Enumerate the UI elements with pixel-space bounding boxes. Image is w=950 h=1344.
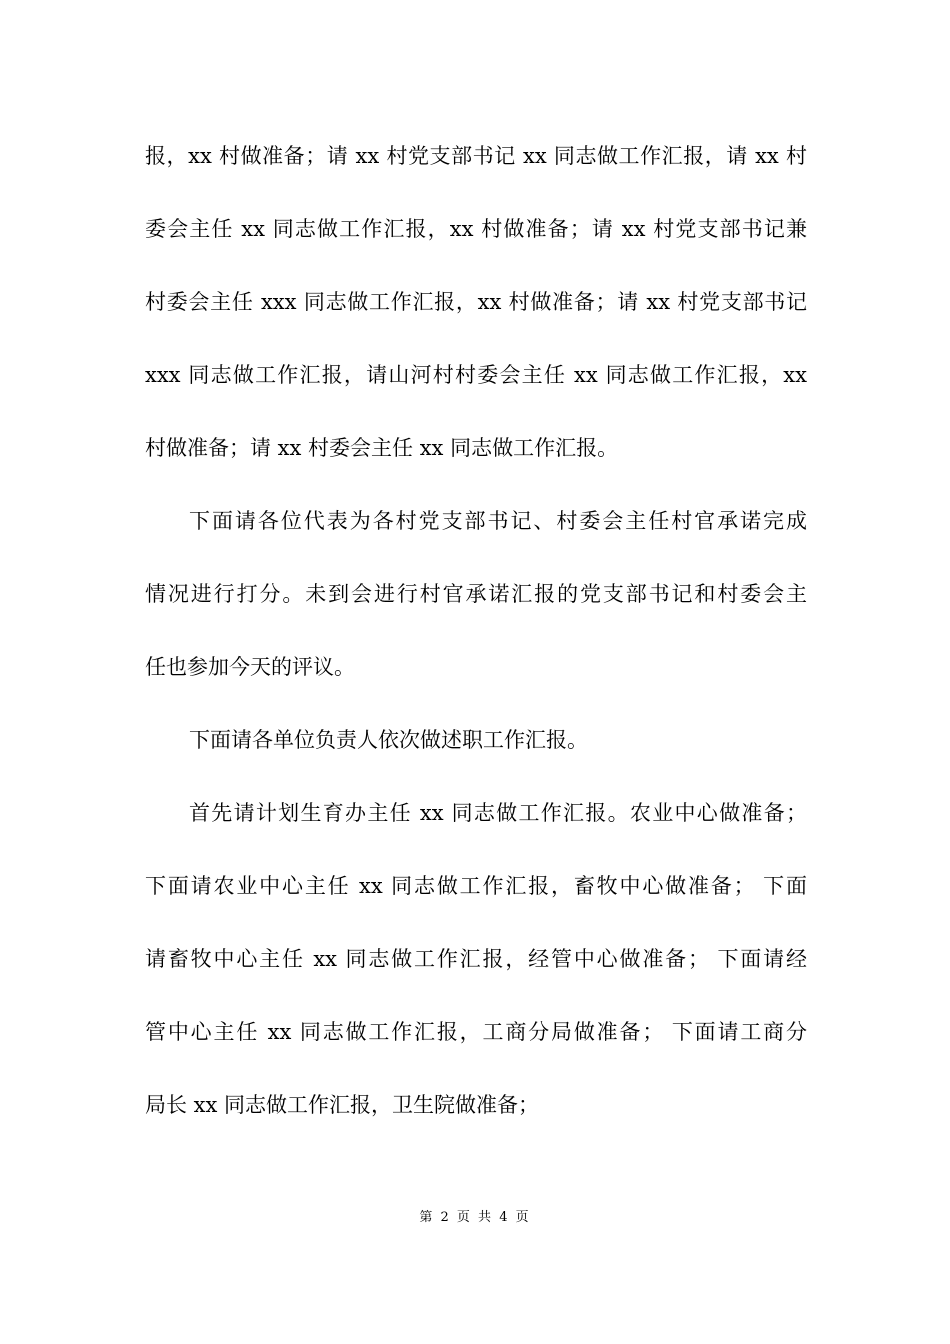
text-line-14: 局长 xx 同志做工作汇报，卫生院做准备； <box>145 1093 540 1117</box>
text-line-5: 村做准备；请 xx 村委会主任 xx 同志做工作汇报。 <box>145 436 619 460</box>
text-line-7: 情况进行打分。未到会进行村官承诺汇报的党支部书记和村委会主 <box>145 582 807 606</box>
text-line-9: 下面请各单位负责人依次做述职工作汇报。 <box>189 728 588 752</box>
text-line-6: 下面请各位代表为各村党支部书记、村委会主任村官承诺完成 <box>189 509 807 533</box>
text-line-10: 首先请计划生育办主任 xx 同志做工作汇报。农业中心做准备； <box>189 801 807 825</box>
text-line-12: 请畜牧中心主任 xx 同志做工作汇报，经管中心做准备； 下面请经 <box>145 947 807 971</box>
text-line-11: 下面请农业中心主任 xx 同志做工作汇报，畜牧中心做准备； 下面 <box>145 874 807 898</box>
text-line-8: 任也参加今天的评议。 <box>145 655 355 679</box>
page-number-label: 第 2 页 共 4 页 <box>419 1210 531 1225</box>
text-line-2: 委会主任 xx 同志做工作汇报，xx 村做准备；请 xx 村党支部书记兼 <box>145 217 807 241</box>
page-footer <box>0 1208 950 1228</box>
text-line-3: 村委会主任 xxx 同志做工作汇报，xx 村做准备；请 xx 村党支部书记 <box>145 290 807 314</box>
text-line-4: xxx 同志做工作汇报，请山河村村委会主任 xx 同志做工作汇报，xx <box>145 363 807 387</box>
text-line-13: 管中心主任 xx 同志做工作汇报，工商分局做准备； 下面请工商分 <box>145 1020 807 1044</box>
document-body <box>145 129 807 1151</box>
text-line-1: 报，xx 村做准备；请 xx 村党支部书记 xx 同志做工作汇报，请 xx 村 <box>145 144 807 168</box>
